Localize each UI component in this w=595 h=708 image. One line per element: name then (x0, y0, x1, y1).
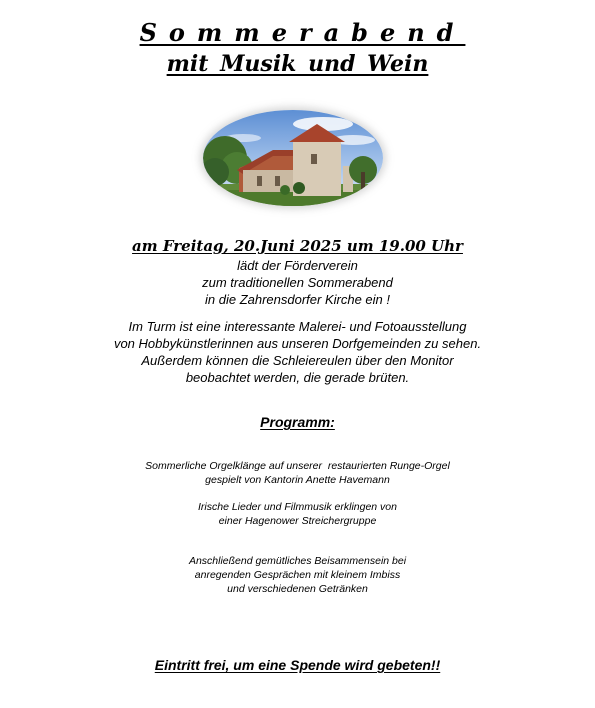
program-item (0, 500, 595, 528)
program-item-line: Anschließend gemütliches Beisammensein bei (188, 555, 407, 567)
program-item-line: anregenden Gesprächen mit kleinem Imbiss (194, 569, 401, 581)
invitation-line: in die Zahrensdorfer Kirche ein ! (205, 292, 390, 307)
program-item-line: und verschiedenen Getränken (227, 583, 368, 595)
exhibition-line: Außerdem können die Schleiereulen über den Monitor (141, 353, 454, 368)
title-line-2: mit Musik und Wein (166, 51, 429, 77)
program-item-line: gespielt von Kantorin Anette Havemann (205, 474, 390, 486)
event-date: am Freitag, 20.Juni 2025 um 19.00 Uhr (132, 237, 463, 255)
program-item-line: einer Hagenower Streichergruppe (218, 515, 377, 527)
admission-note: Eintritt frei, um eine Spende wird gebeten!! (154, 657, 441, 673)
exhibition-text (0, 318, 595, 386)
invitation-line: zum traditionellen Sommerabend (202, 275, 393, 290)
program-item (0, 554, 595, 596)
program-item (0, 459, 595, 487)
program-heading: Programm: (260, 414, 335, 430)
program-item-line: Sommerliche Orgelklänge auf unserer restaurierten Runge-Orgel (145, 460, 450, 472)
exhibition-line: beobachtet werden, die gerade brüten. (185, 370, 410, 385)
program-item-line: Irische Lieder und Filmmusik erklingen von (197, 501, 397, 513)
exhibition-line: von Hobbykünstlerinnen aus unseren Dorfgemeinden zu sehen. (113, 336, 482, 351)
church-photo (203, 110, 383, 206)
exhibition-line: Im Turm ist eine interessante Malerei- und Fotoausstellung (128, 319, 467, 334)
invitation-line: lädt der Förderverein (237, 258, 358, 273)
invitation-text (0, 257, 595, 308)
title-line-1: Sommerabend (139, 18, 466, 47)
